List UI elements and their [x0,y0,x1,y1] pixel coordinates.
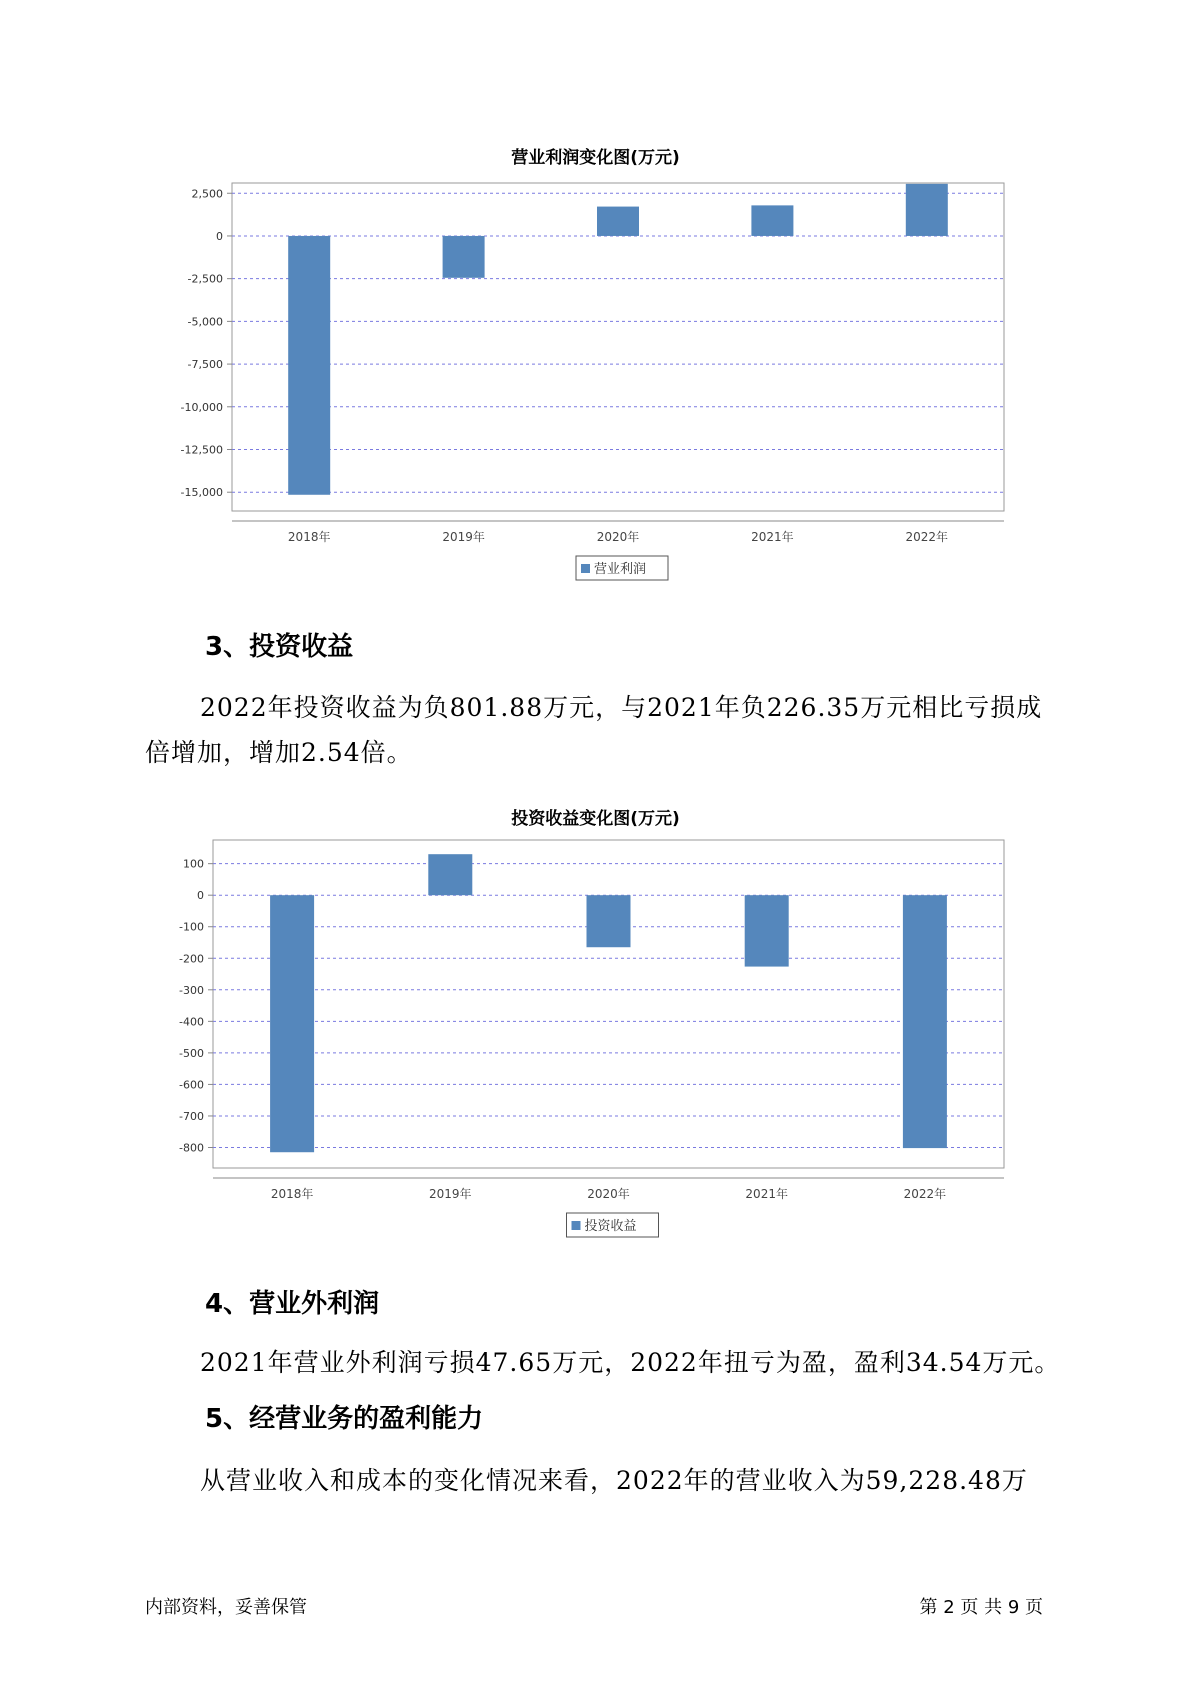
section-5-heading: 5、经营业务的盈利能力 [205,1404,484,1434]
y-tick-label: 2,500 [191,187,223,201]
bar-2022年 [906,184,948,236]
bar-2018年 [288,236,330,495]
bar-2019年 [443,236,485,278]
x-tick-label: 2022年 [903,1187,947,1201]
y-tick-label: 0 [197,889,204,903]
section-4-heading: 4、营业外利润 [205,1289,380,1319]
bar-2021年 [745,895,789,966]
y-tick-label: -600 [179,1078,204,1092]
x-tick-label: 2021年 [751,530,794,544]
y-tick-label: -7,500 [187,358,223,372]
y-tick-label: -10,000 [180,400,223,414]
y-tick-label: -15,000 [180,486,223,500]
x-tick-label: 2018年 [287,530,331,544]
investment-income-chart [0,830,1191,1260]
y-tick-label: -2,500 [187,272,223,286]
bar-2022年 [903,895,947,1148]
y-tick-label: -800 [179,1141,204,1155]
bar-2020年 [597,207,639,236]
y-tick-label: -400 [179,1015,204,1029]
section-3-paragraph-line-1: 2022年投资收益为负801.88万元，与2021年负226.35万元相比亏损成 [200,693,1043,722]
y-tick-label: 0 [216,229,223,243]
plot-area [213,840,1004,1168]
y-tick-label: -500 [179,1046,204,1060]
footer-page-number: 第 2 页 共 9 页 [919,1597,1043,1618]
section-4-paragraph: 2021年营业外利润亏损47.65万元，2022年扭亏为盈，盈利34.54万元。 [200,1348,1061,1377]
y-tick-label: 100 [183,857,204,871]
chart2-title: 投资收益变化图(万元) [511,809,680,829]
y-tick-label: -5,000 [187,315,223,329]
bar-2020年 [587,895,631,947]
y-tick-label: -12,500 [180,443,223,457]
x-tick-label: 2019年 [429,1187,472,1201]
section-3-paragraph-line-2: 倍增加，增加2.54倍。 [145,738,413,767]
x-tick-label: 2018年 [270,1187,314,1201]
y-tick-label: -200 [179,952,204,966]
footer-confidential-note: 内部资料，妥善保管 [145,1597,307,1618]
bar-2021年 [751,205,793,236]
x-tick-label: 2020年 [596,530,640,544]
section-3-heading: 3、投资收益 [205,632,354,662]
legend-swatch [572,1221,581,1230]
y-tick-label: -700 [179,1109,204,1123]
x-tick-label: 2022年 [905,530,949,544]
legend-swatch [581,564,590,573]
bar-2019年 [428,854,472,895]
legend-label: 投资收益 [584,1219,637,1234]
y-tick-label: -100 [179,920,204,934]
chart1-title: 营业利润变化图(万元) [511,148,680,168]
y-tick-label: -300 [179,983,204,997]
operating-profit-chart [0,170,1191,640]
bar-2018年 [270,895,314,1152]
x-tick-label: 2019年 [442,530,485,544]
x-tick-label: 2021年 [745,1187,788,1201]
x-tick-label: 2020年 [587,1187,630,1201]
legend-label: 营业利润 [594,562,647,577]
section-5-paragraph: 从营业收入和成本的变化情况来看，2022年的营业收入为59,228.48万 [200,1466,1028,1495]
